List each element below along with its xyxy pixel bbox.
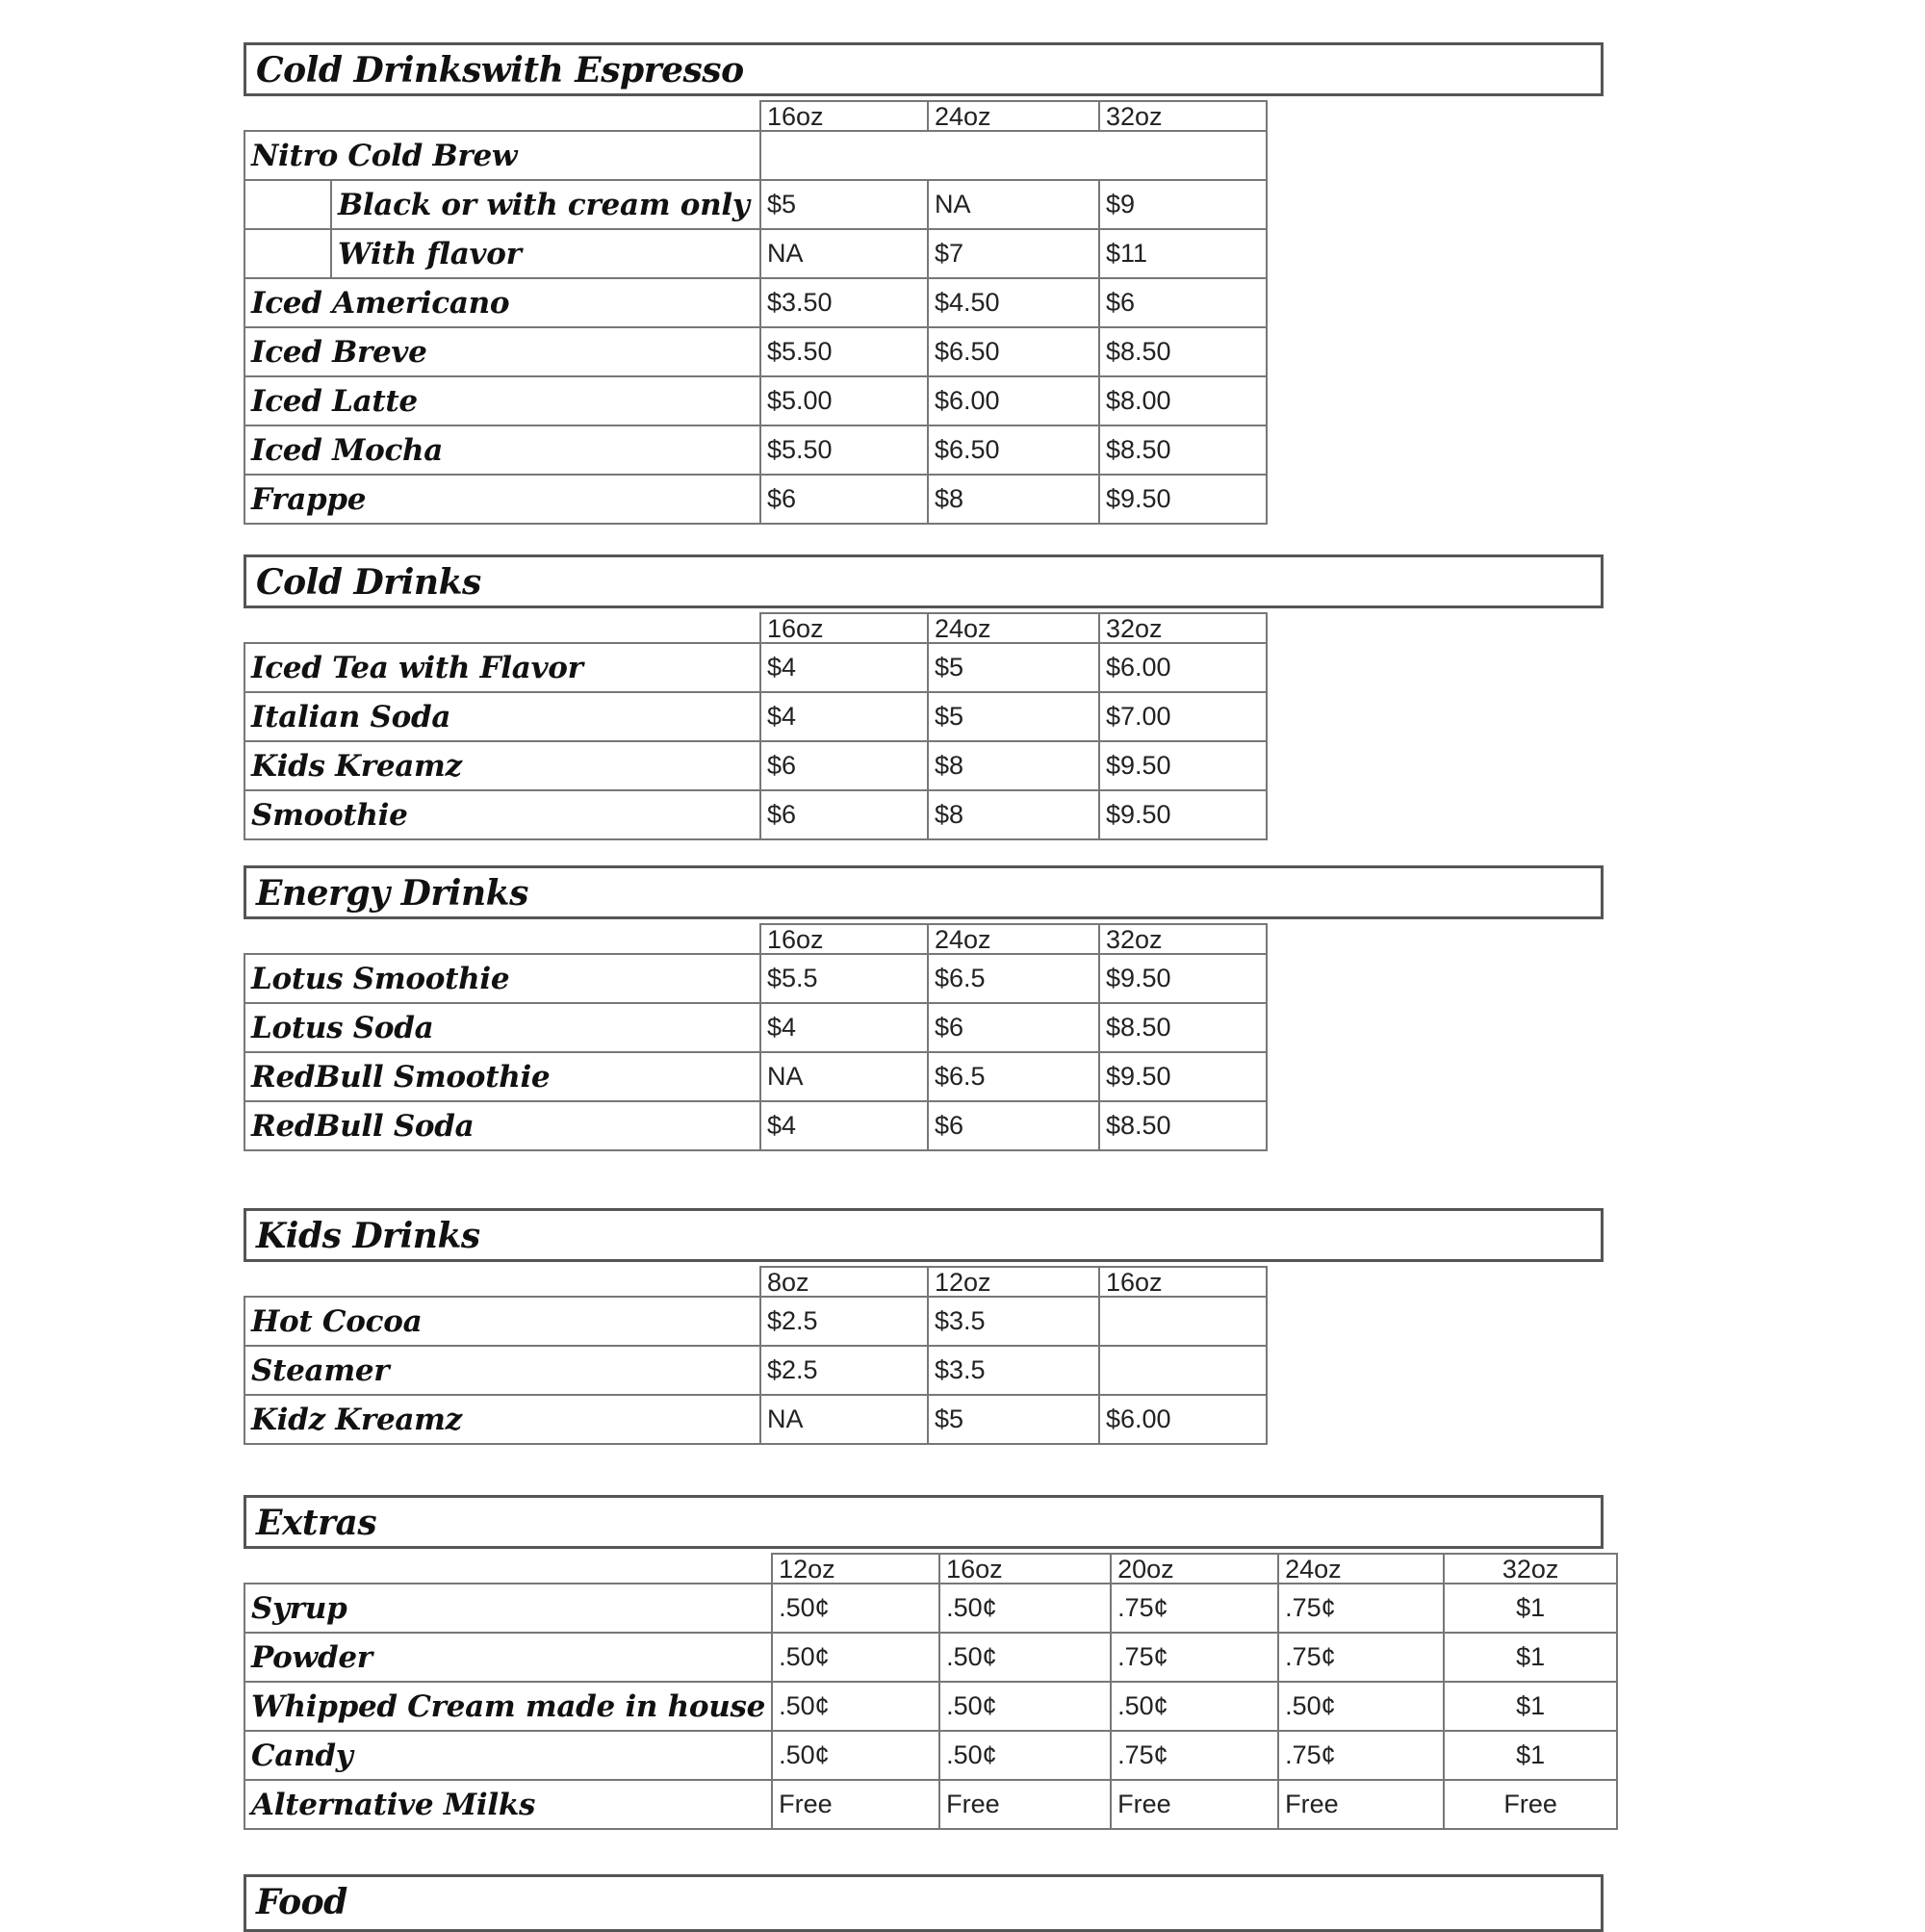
price: $4 <box>760 1003 928 1052</box>
price: $6.5 <box>928 954 1099 1003</box>
item-name: Kidz Kreamz <box>244 1395 760 1444</box>
price: .50¢ <box>1111 1682 1278 1731</box>
size-label: 32oz <box>1099 101 1267 131</box>
size-header-row <box>244 1267 1267 1297</box>
price: $9.50 <box>1099 475 1267 524</box>
price: .75¢ <box>1111 1633 1278 1682</box>
price: $4 <box>760 1101 928 1150</box>
menu-item-row <box>244 1395 1267 1444</box>
price: $8.50 <box>1099 425 1267 475</box>
price: $4 <box>760 643 928 692</box>
price: NA <box>928 180 1099 229</box>
price: .50¢ <box>939 1633 1111 1682</box>
item-name: Iced Tea with Flavor <box>244 643 760 692</box>
menu-item-row <box>244 954 1267 1003</box>
price: $3.5 <box>928 1346 1099 1395</box>
section-header-cold-drinks <box>244 554 1604 608</box>
price: .75¢ <box>1111 1584 1278 1633</box>
section-header-food <box>244 1874 1604 1932</box>
price: $5.5 <box>760 954 928 1003</box>
price: $8.00 <box>1099 376 1267 425</box>
size-label: 24oz <box>928 924 1099 954</box>
price: $8.50 <box>1099 1101 1267 1150</box>
item-name: Lotus Smoothie <box>244 954 760 1003</box>
price: $6 <box>928 1003 1099 1052</box>
item-name: Black or with cream only <box>244 180 760 229</box>
price: .75¢ <box>1278 1731 1444 1780</box>
price: .50¢ <box>939 1682 1111 1731</box>
item-name: Powder <box>244 1633 772 1682</box>
price: $5 <box>928 692 1099 741</box>
price: .75¢ <box>1278 1633 1444 1682</box>
menu-item-row <box>244 425 1267 475</box>
price: .50¢ <box>939 1584 1111 1633</box>
price: .50¢ <box>772 1731 939 1780</box>
price: $6 <box>1099 278 1267 327</box>
price <box>1099 1346 1267 1395</box>
price: $9 <box>1099 180 1267 229</box>
price: $6 <box>760 790 928 839</box>
size-header-row <box>244 613 1267 643</box>
extras-table <box>244 1553 1618 1830</box>
item-name: Syrup <box>244 1584 772 1633</box>
size-label: 24oz <box>928 101 1099 131</box>
price: $6 <box>928 1101 1099 1150</box>
section-title: Food <box>256 1882 347 1922</box>
price: $7 <box>928 229 1099 278</box>
section-header-extras <box>244 1495 1604 1549</box>
price: $9.50 <box>1099 790 1267 839</box>
menu-item-row <box>244 376 1267 425</box>
price: $4 <box>760 692 928 741</box>
size-header-row <box>244 101 1267 131</box>
menu-item-row <box>244 1052 1267 1101</box>
item-name: Nitro Cold Brew <box>244 131 760 180</box>
price: $8.50 <box>1099 1003 1267 1052</box>
size-label: 20oz <box>1111 1554 1278 1584</box>
size-header-row <box>244 924 1267 954</box>
cold-drinks-table <box>244 612 1268 840</box>
size-label: 16oz <box>939 1554 1111 1584</box>
price: $2.5 <box>760 1297 928 1346</box>
price: $5 <box>928 1395 1099 1444</box>
price: $1 <box>1444 1633 1617 1682</box>
price: $5.50 <box>760 425 928 475</box>
price: $8.50 <box>1099 327 1267 376</box>
kids-drinks-table <box>244 1266 1268 1445</box>
price: Free <box>1278 1780 1444 1829</box>
cold-espresso-table <box>244 100 1268 525</box>
price: .50¢ <box>772 1633 939 1682</box>
price: $9.50 <box>1099 741 1267 790</box>
size-label: 16oz <box>760 924 928 954</box>
price: $6 <box>760 475 928 524</box>
item-name: Kids Kreamz <box>244 741 760 790</box>
price: $2.5 <box>760 1346 928 1395</box>
menu-item-row <box>244 1633 1617 1682</box>
menu-item-row <box>244 1346 1267 1395</box>
item-name: Whipped Cream made in house <box>244 1682 772 1731</box>
item-name: Iced Americano <box>244 278 760 327</box>
size-label: 24oz <box>1278 1554 1444 1584</box>
price: $5.50 <box>760 327 928 376</box>
menu-item-row <box>244 131 1267 180</box>
price: NA <box>760 1052 928 1101</box>
price: $8 <box>928 475 1099 524</box>
size-label: 32oz <box>1099 924 1267 954</box>
price: .50¢ <box>1278 1682 1444 1731</box>
price: $6.00 <box>1099 643 1267 692</box>
price: Free <box>1444 1780 1617 1829</box>
section-header-cold-espresso <box>244 42 1604 96</box>
price: $8 <box>928 790 1099 839</box>
price: .50¢ <box>939 1731 1111 1780</box>
price: $5 <box>760 180 928 229</box>
price: Free <box>1111 1780 1278 1829</box>
item-name: RedBull Soda <box>244 1101 760 1150</box>
size-label: 32oz <box>1444 1554 1617 1584</box>
menu-item-row <box>244 180 1267 229</box>
item-name: Smoothie <box>244 790 760 839</box>
menu-item-row <box>244 1780 1617 1829</box>
size-label: 12oz <box>772 1554 939 1584</box>
price: $9.50 <box>1099 954 1267 1003</box>
size-label: 16oz <box>760 101 928 131</box>
price: Free <box>939 1780 1111 1829</box>
price: $1 <box>1444 1584 1617 1633</box>
section-title: Cold Drinkswith Espresso <box>256 50 744 90</box>
price: NA <box>760 229 928 278</box>
section-title: Kids Drinks <box>256 1216 480 1256</box>
price: .75¢ <box>1111 1731 1278 1780</box>
section-header-energy-drinks <box>244 865 1604 919</box>
menu-item-row <box>244 1682 1617 1731</box>
item-name: With flavor <box>244 229 760 278</box>
price: .75¢ <box>1278 1584 1444 1633</box>
price: $6.50 <box>928 327 1099 376</box>
menu-item-row <box>244 1101 1267 1150</box>
size-label: 32oz <box>1099 613 1267 643</box>
item-name: Candy <box>244 1731 772 1780</box>
menu-item-row <box>244 1584 1617 1633</box>
price: $6.50 <box>928 425 1099 475</box>
price: $6.00 <box>1099 1395 1267 1444</box>
menu-item-row <box>244 475 1267 524</box>
menu-item-row <box>244 278 1267 327</box>
price: .50¢ <box>772 1682 939 1731</box>
price: $3.50 <box>760 278 928 327</box>
item-name: Lotus Soda <box>244 1003 760 1052</box>
menu-item-row <box>244 327 1267 376</box>
item-name: Iced Latte <box>244 376 760 425</box>
item-name: RedBull Smoothie <box>244 1052 760 1101</box>
size-label: 16oz <box>1099 1267 1267 1297</box>
price: $7.00 <box>1099 692 1267 741</box>
section-title: Cold Drinks <box>256 562 481 603</box>
energy-drinks-table <box>244 923 1268 1151</box>
price: $11 <box>1099 229 1267 278</box>
price: $4.50 <box>928 278 1099 327</box>
section-title: Energy Drinks <box>256 873 528 914</box>
price: $6.00 <box>928 376 1099 425</box>
menu-item-row <box>244 1731 1617 1780</box>
menu-item-row <box>244 1003 1267 1052</box>
price: $6 <box>760 741 928 790</box>
price: .50¢ <box>772 1584 939 1633</box>
menu-item-row <box>244 790 1267 839</box>
size-label: 8oz <box>760 1267 928 1297</box>
price: $5 <box>928 643 1099 692</box>
menu-item-row <box>244 692 1267 741</box>
section-header-kids-drinks <box>244 1208 1604 1262</box>
size-label: 12oz <box>928 1267 1099 1297</box>
item-name: Iced Breve <box>244 327 760 376</box>
menu-item-row <box>244 643 1267 692</box>
price: Free <box>772 1780 939 1829</box>
price: $8 <box>928 741 1099 790</box>
item-name: Steamer <box>244 1346 760 1395</box>
section-title: Extras <box>256 1503 377 1543</box>
price: $6.5 <box>928 1052 1099 1101</box>
price <box>1099 1297 1267 1346</box>
price: $1 <box>1444 1682 1617 1731</box>
menu-item-row <box>244 229 1267 278</box>
item-name: Frappe <box>244 475 760 524</box>
price: $3.5 <box>928 1297 1099 1346</box>
size-label: 16oz <box>760 613 928 643</box>
item-name: Italian Soda <box>244 692 760 741</box>
size-label: 24oz <box>928 613 1099 643</box>
price: $5.00 <box>760 376 928 425</box>
item-name: Hot Cocoa <box>244 1297 760 1346</box>
price: NA <box>760 1395 928 1444</box>
menu-item-row <box>244 1297 1267 1346</box>
size-header-row <box>244 1554 1617 1584</box>
item-name: Iced Mocha <box>244 425 760 475</box>
price: $9.50 <box>1099 1052 1267 1101</box>
item-name: Alternative Milks <box>244 1780 772 1829</box>
price: $1 <box>1444 1731 1617 1780</box>
menu-item-row <box>244 741 1267 790</box>
